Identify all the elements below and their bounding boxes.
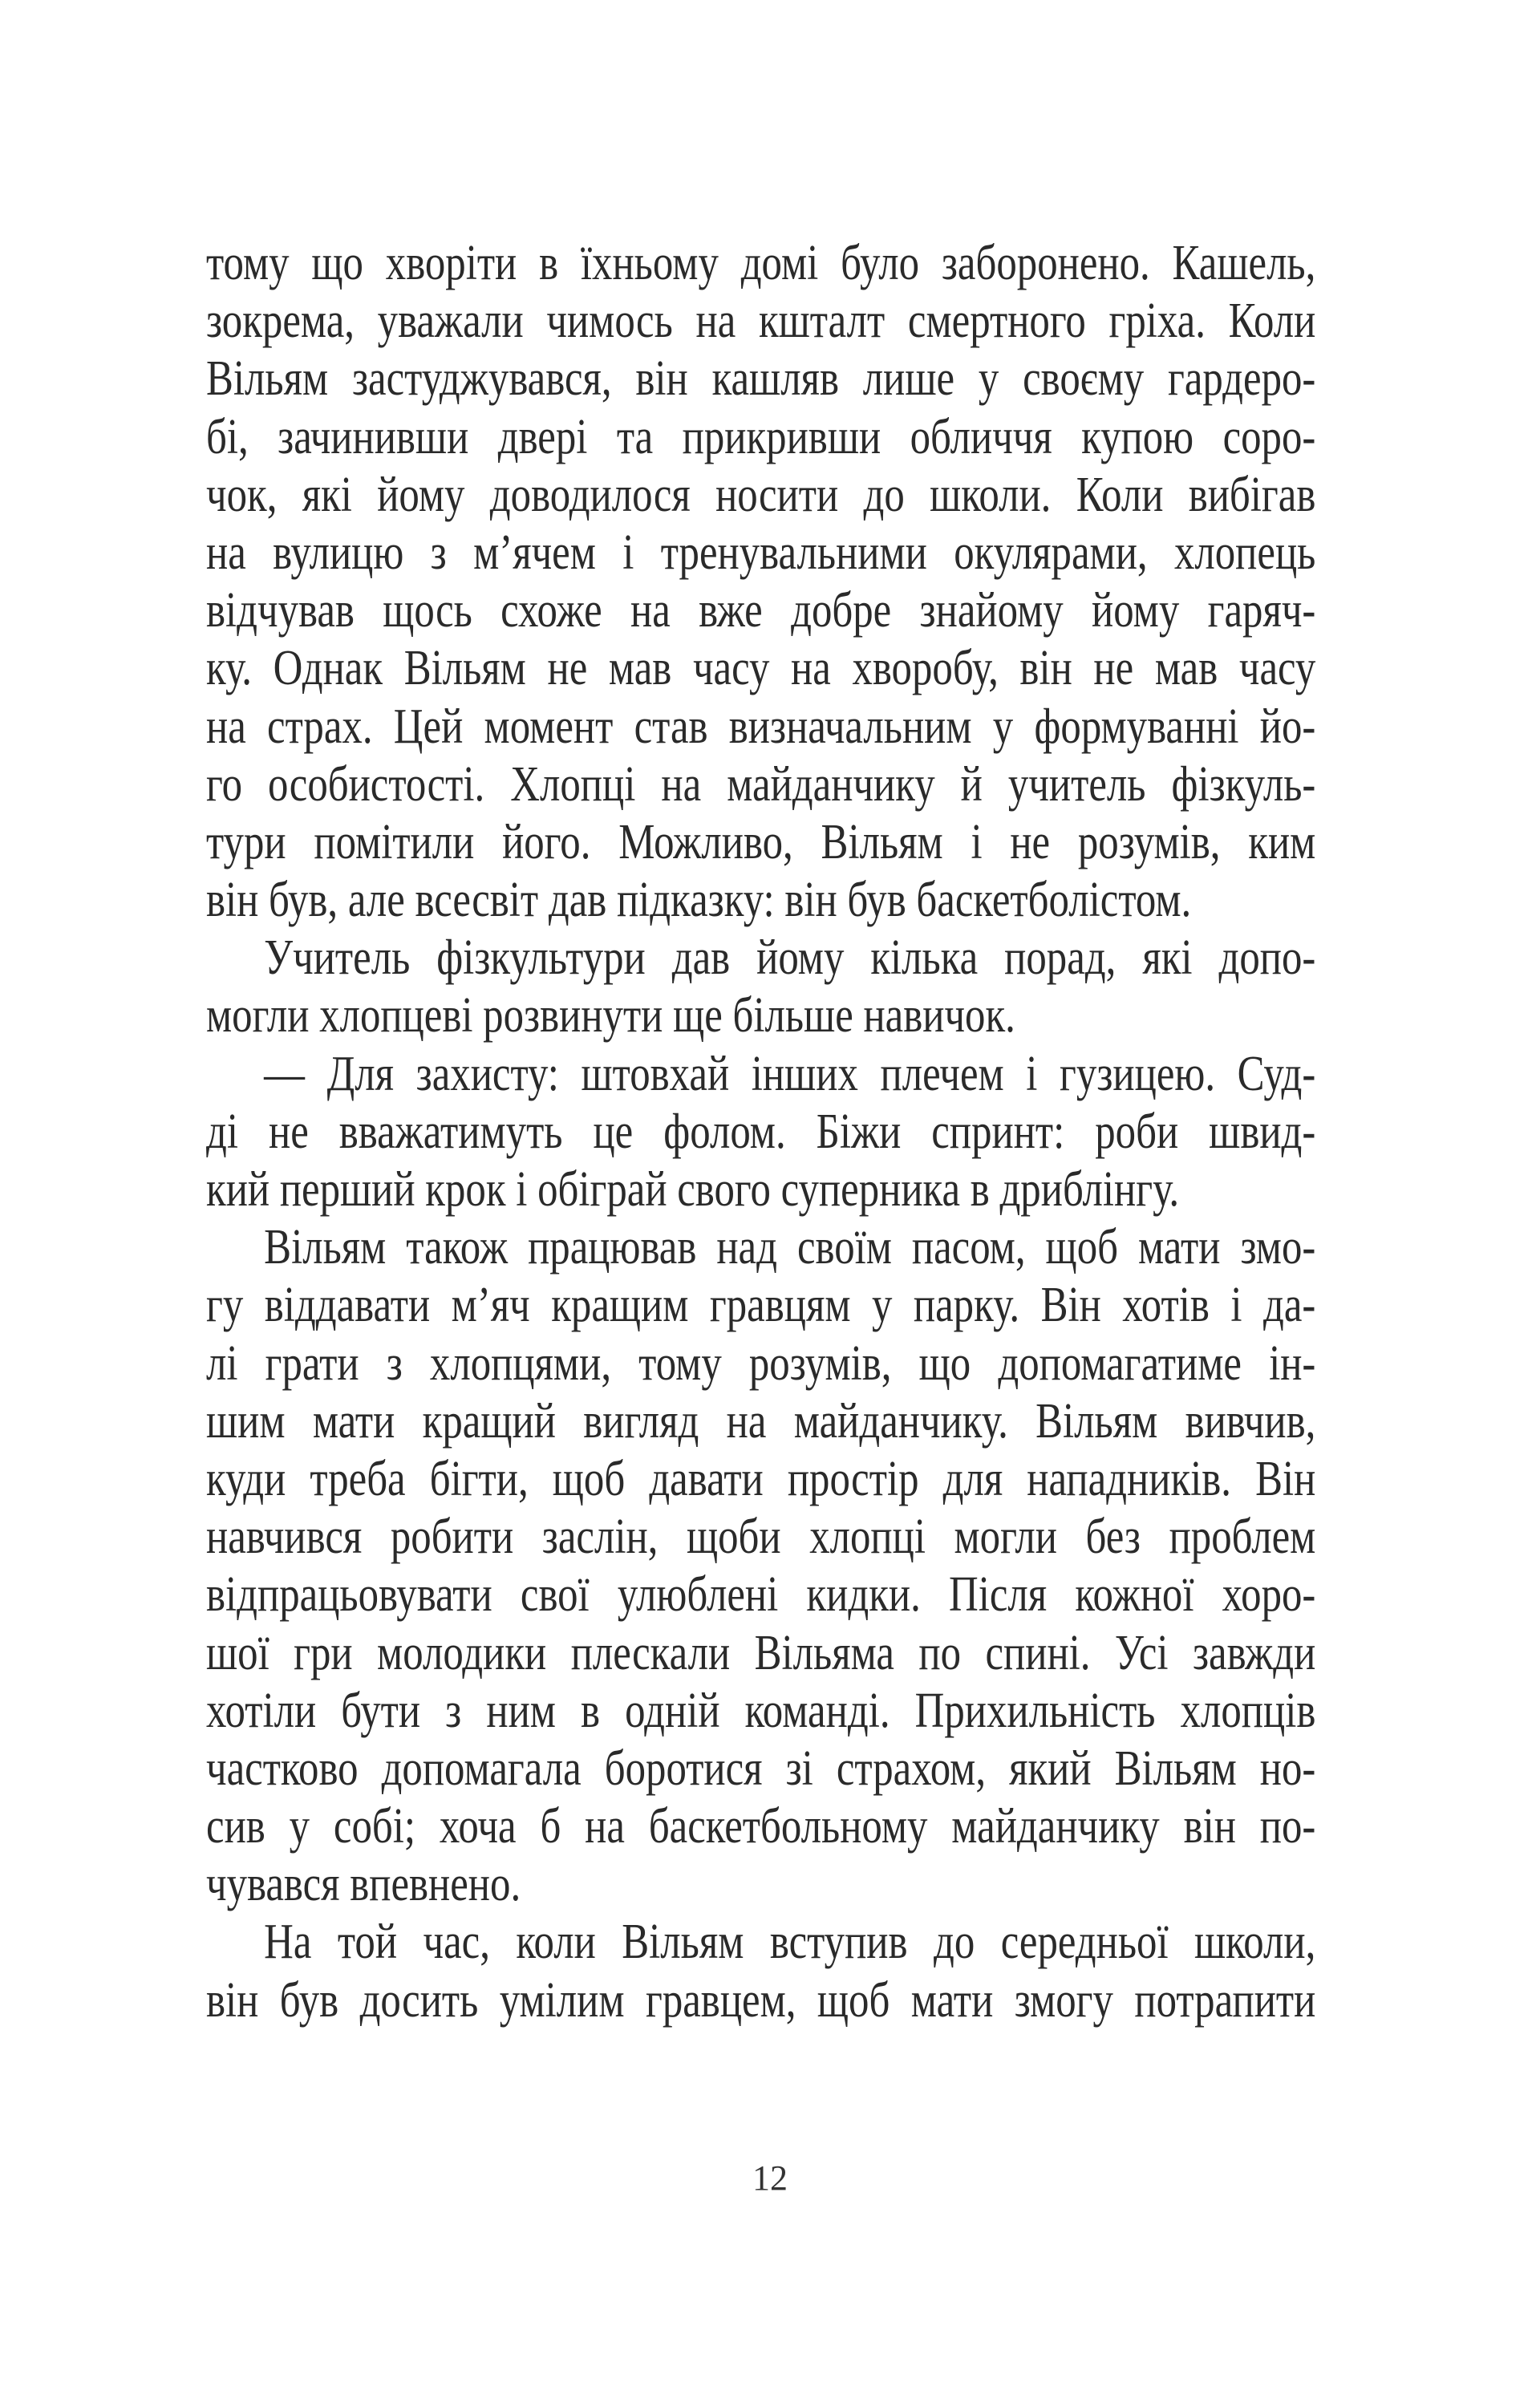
text-line: навчився робити заслін, щоби хлопці могли без проблем bbox=[206, 1510, 1316, 1565]
text-line: тому що хворіти в їхньому домі було заборонено. Кашель, bbox=[206, 236, 1316, 290]
text-line: хотіли бути з ним в одній команді. Прихильність хлопців bbox=[206, 1683, 1316, 1738]
text-line: Вільям застуджувався, він кашляв лише у своєму гардеро- bbox=[206, 351, 1316, 407]
text-line: Учитель фізкультури дав йому кілька порад, які допо- bbox=[264, 930, 1316, 986]
text-line: частково допомагала боротися зі страхом, який Вільям но- bbox=[206, 1741, 1316, 1796]
text-line: кий перший крок і обіграй свого суперника в дриблінгу. bbox=[206, 1162, 1180, 1217]
text-line: він був, але всесвіт дав підказку: він був баскетболістом. bbox=[206, 873, 1192, 928]
text-line: чок, які йому доводилося носити до школи. Коли вибігав bbox=[206, 467, 1316, 522]
text-line: го особистості. Хлопці на майданчику й учитель фізкуль- bbox=[206, 756, 1316, 812]
text-line: бі, зачинивши двері та прикривши обличчя купою соро- bbox=[206, 409, 1316, 464]
text-line: могли хлопцеві розвинути ще більше навичок. bbox=[206, 988, 1015, 1044]
text-line: Вільям також працював над своїм пасом, щоб мати змо- bbox=[264, 1220, 1316, 1275]
page-body-text bbox=[206, 234, 1315, 2029]
text-line: на вулицю з м’ячем і тренувальними окулярами, хлопець bbox=[206, 525, 1316, 580]
text-line: ку. Однак Вільям не мав часу на хворобу, він не мав часу bbox=[206, 641, 1316, 696]
text-line: зокрема, уважали чимось на кшталт смертного гріха. Коли bbox=[206, 294, 1316, 349]
page-number: 12 bbox=[752, 2158, 788, 2198]
text-line: ді не вважатимуть це фолом. Біжи спринт: роби швид- bbox=[206, 1104, 1316, 1159]
text-line: — Для захисту: штовхай інших плечем і гузицею. Суд- bbox=[264, 1046, 1316, 1101]
text-line: на страх. Цей момент став визначальним у формуванні йо- bbox=[206, 699, 1316, 754]
text-line: відчував щось схоже на вже добре знайому йому гаряч- bbox=[206, 583, 1316, 638]
text-line: лі грати з хлопцями, тому розумів, що допомагатиме ін- bbox=[206, 1335, 1316, 1391]
text-line: шим мати кращий вигляд на майданчику. Вільям вивчив, bbox=[206, 1393, 1316, 1449]
text-line: сив у собі; хоча б на баскетбольному майданчику він по- bbox=[206, 1799, 1316, 1854]
text-line: куди треба бігти, щоб давати простір для нападників. Він bbox=[206, 1451, 1316, 1506]
text-line: На той час, коли Вільям вступив до середньої школи, bbox=[264, 1915, 1316, 1970]
text-line: чувався впевнено. bbox=[206, 1857, 521, 1912]
text-line: він був досить умілим гравцем, щоб мати змогу потрапити bbox=[206, 1972, 1316, 2028]
text-line: відпрацьовувати свої улюблені кидки. Після кожної хоро- bbox=[206, 1567, 1316, 1623]
text-line: гу віддавати м’яч кращим гравцям у парку. Він хотів і да- bbox=[206, 1278, 1316, 1333]
text-line: шої гри молодики плескали Вільяма по спині. Усі завжди bbox=[206, 1625, 1316, 1680]
text-line: тури помітили його. Можливо, Вільям і не розумів, ким bbox=[206, 814, 1316, 869]
